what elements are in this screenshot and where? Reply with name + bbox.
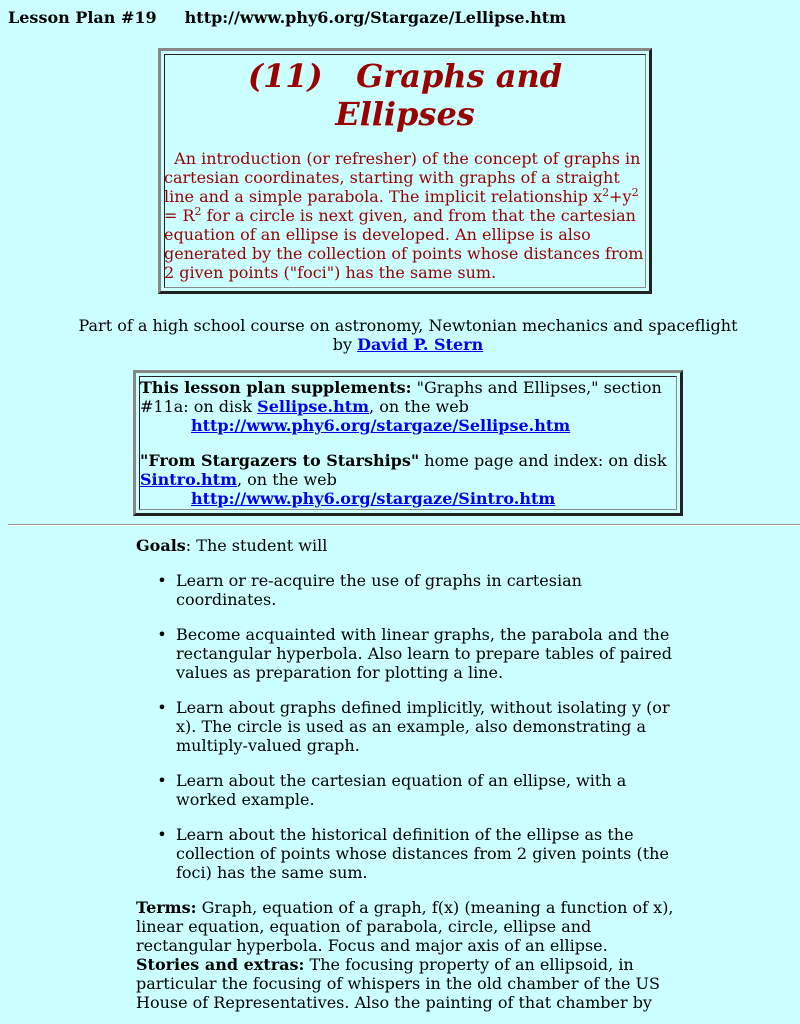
goals-label: Goals	[136, 536, 186, 555]
by-text: by	[332, 335, 358, 354]
goals-intro: : The student will	[185, 536, 328, 555]
course-info	[0, 316, 800, 354]
lesson-label: Lesson Plan #19	[8, 8, 157, 27]
terms-text: Graph, equation of a graph, f(x) (meaning a function of x), linear equation, equation of parabola, circle, ellipse and rectangular hyperbola. Focus and major axis of an ellipse.	[136, 898, 674, 955]
bullet-icon: •	[157, 625, 167, 644]
superscript: 2	[602, 186, 610, 199]
list-item	[157, 771, 681, 809]
stories-label: Stories and extras:	[136, 955, 305, 974]
sintro-disk-link[interactable]: Sintro.htm	[140, 470, 237, 489]
goal-text: Become acquainted with linear graphs, the parabola and the rectangular hyperbola. Also learn to prepare tables of paired values as preparation for plotting a line.	[176, 625, 672, 682]
supplements-text: #11a: on disk	[140, 397, 258, 416]
list-item	[157, 825, 681, 882]
supplements-text: , on the web	[369, 397, 469, 416]
terms-paragraph	[136, 898, 681, 955]
desc-text: equation of an ellipse is developed. An ellipse is also	[164, 225, 591, 244]
superscript: 2	[194, 205, 202, 218]
title-line-1: (11) Graphs and	[247, 57, 563, 95]
list-item	[157, 571, 681, 609]
home-text: , on the web	[237, 470, 337, 489]
title-box	[158, 48, 652, 294]
desc-text: line and a simple parabola. The implicit relationship x	[164, 187, 603, 206]
title-line-2: Ellipses	[335, 95, 475, 133]
terms-label: Terms:	[136, 898, 197, 917]
stories-text: The focusing property of an ellipsoid, in particular the focusing of whispers in the old chamber of the US House of Representatives. Also the painting of that chamber by	[136, 955, 660, 1012]
stories-paragraph	[136, 955, 681, 1012]
page-url: http://www.phy6.org/Stargaze/Lellipse.htm	[184, 8, 567, 27]
supplements-box	[133, 370, 683, 516]
home-label: "From Stargazers to Starships"	[140, 451, 420, 470]
list-item	[157, 698, 681, 755]
goal-text: Learn or re-acquire the use of graphs in cartesian coordinates.	[176, 571, 582, 609]
sellipse-web-link[interactable]: http://www.phy6.org/stargaze/Sellipse.htm	[191, 416, 571, 435]
sellipse-disk-link[interactable]: Sellipse.htm	[257, 397, 370, 416]
list-item	[157, 625, 681, 682]
desc-text: cartesian coordinates, starting with graphs of a straight	[164, 168, 620, 187]
goal-text: Learn about the historical definition of the ellipse as the collection of points whose distances from 2 given points (the foci) has the same sum.	[176, 825, 669, 882]
goals-list	[136, 571, 681, 882]
desc-text: 2 given points ("foci") has the same sum.	[164, 263, 497, 282]
page-header	[8, 8, 566, 27]
supplements-text: "Graphs and Ellipses," section	[411, 378, 662, 397]
goals-heading	[136, 536, 681, 555]
desc-text: for a circle is next given, and from that the cartesian	[201, 206, 636, 225]
page-title	[161, 57, 649, 133]
home-text: home page and index: on disk	[419, 451, 667, 470]
lesson-description	[164, 149, 648, 282]
author-link[interactable]: David P. Stern	[357, 335, 484, 354]
supplements-label: This lesson plan supplements:	[140, 378, 412, 397]
desc-text: An introduction (or refresher) of the concept of graphs in	[164, 149, 641, 168]
desc-text: generated by the collection of points whose distances from	[164, 244, 644, 263]
horizontal-rule	[8, 524, 800, 526]
course-line: Part of a high school course on astronomy, Newtonian mechanics and spaceflight	[78, 316, 738, 335]
goal-text: Learn about graphs defined implicitly, without isolating y (or x). The circle is used as an example, also demonstrating a multiply-valued graph.	[176, 698, 670, 755]
desc-text: +y	[609, 187, 632, 206]
superscript: 2	[631, 186, 639, 199]
bullet-icon: •	[157, 771, 167, 790]
home-section	[140, 451, 674, 508]
bullet-icon: •	[157, 571, 167, 590]
sintro-web-link[interactable]: http://www.phy6.org/stargaze/Sintro.htm	[191, 489, 556, 508]
bullet-icon: •	[157, 698, 167, 717]
supplements-section	[140, 378, 674, 435]
desc-text: = R	[164, 206, 195, 225]
main-content	[136, 536, 681, 1012]
goal-text: Learn about the cartesian equation of an ellipse, with a worked example.	[176, 771, 627, 809]
bullet-icon: •	[157, 825, 167, 844]
